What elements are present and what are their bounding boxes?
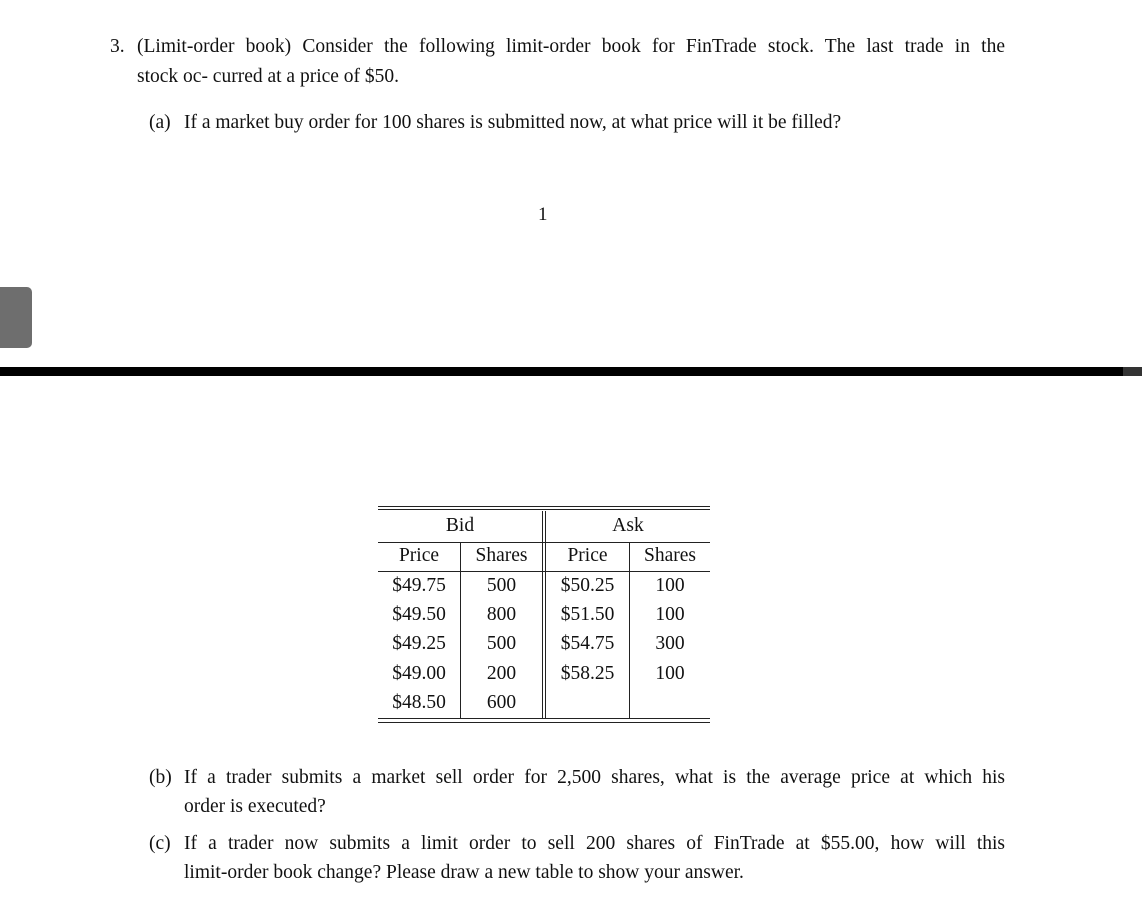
ask-column-divider: [629, 542, 630, 718]
ask-price-cell: $51.50: [560, 604, 615, 625]
part-b-text-line-1: If a trader submits a market sell order for 2,500 shares, what is the average price at which his: [184, 767, 1005, 788]
ask-shares-column-header: Shares: [644, 545, 696, 566]
page-break-edge: [1123, 367, 1142, 376]
bid-price-cell: $49.50: [392, 604, 446, 625]
ask-shares-cell: 100: [655, 575, 685, 596]
ask-price-column-header: Price: [567, 545, 608, 566]
part-c-label: (c): [149, 833, 171, 854]
ask-price-cell: $58.25: [560, 663, 615, 684]
ask-shares-cell: 100: [655, 604, 685, 625]
bid-ask-divider-right: [545, 511, 546, 718]
ask-shares-cell: 100: [655, 663, 685, 684]
page-number: 1: [538, 204, 548, 225]
part-b-label: (b): [149, 767, 172, 788]
side-panel-tab[interactable]: [0, 287, 32, 348]
bid-shares-cell: 500: [486, 633, 517, 654]
ask-price-cell: $50.25: [560, 575, 615, 596]
bid-column-divider: [460, 542, 461, 718]
ask-price-cell: $54.75: [560, 633, 615, 654]
question-text-line-1: (Limit-order book) Consider the following limit-order book for FinTrade stock. The last trade in the: [137, 36, 1005, 57]
page-break-divider: [0, 367, 1142, 376]
bid-header: Bid: [445, 515, 475, 536]
bid-shares-cell: 600: [486, 692, 517, 713]
bid-shares-column-header: Shares: [475, 545, 528, 566]
question-number: 3.: [110, 36, 125, 57]
bid-shares-cell: 800: [486, 604, 517, 625]
column-header-rule: [378, 571, 710, 572]
bid-price-cell: $49.25: [392, 633, 446, 654]
bid-price-cell: $49.00: [392, 663, 446, 684]
part-a-label: (a): [149, 112, 171, 133]
table-bottom-rule: [378, 718, 710, 723]
bid-price-column-header: Price: [398, 545, 440, 566]
bid-price-cell: $49.75: [392, 575, 446, 596]
question-text-line-2: stock oc- curred at a price of $50.: [137, 66, 400, 87]
part-b-text-line-2: order is executed?: [184, 796, 326, 817]
ask-shares-cell: 300: [655, 633, 685, 654]
bid-price-cell: $48.50: [392, 692, 446, 713]
ask-header: Ask: [612, 515, 644, 536]
table-top-rule: [378, 506, 710, 510]
part-c-text-line-1: If a trader now submits a limit order to sell 200 shares of FinTrade at $55.00, how will this: [184, 833, 1005, 854]
bid-shares-cell: 500: [486, 575, 517, 596]
part-c-text-line-2: limit-order book change? Please draw a new table to show your answer.: [184, 862, 744, 883]
bid-shares-cell: 200: [486, 663, 517, 684]
header-rule: [378, 542, 710, 543]
bid-ask-divider-left: [542, 511, 543, 718]
part-a-text: If a market buy order for 100 shares is submitted now, at what price will it be filled?: [184, 112, 842, 133]
